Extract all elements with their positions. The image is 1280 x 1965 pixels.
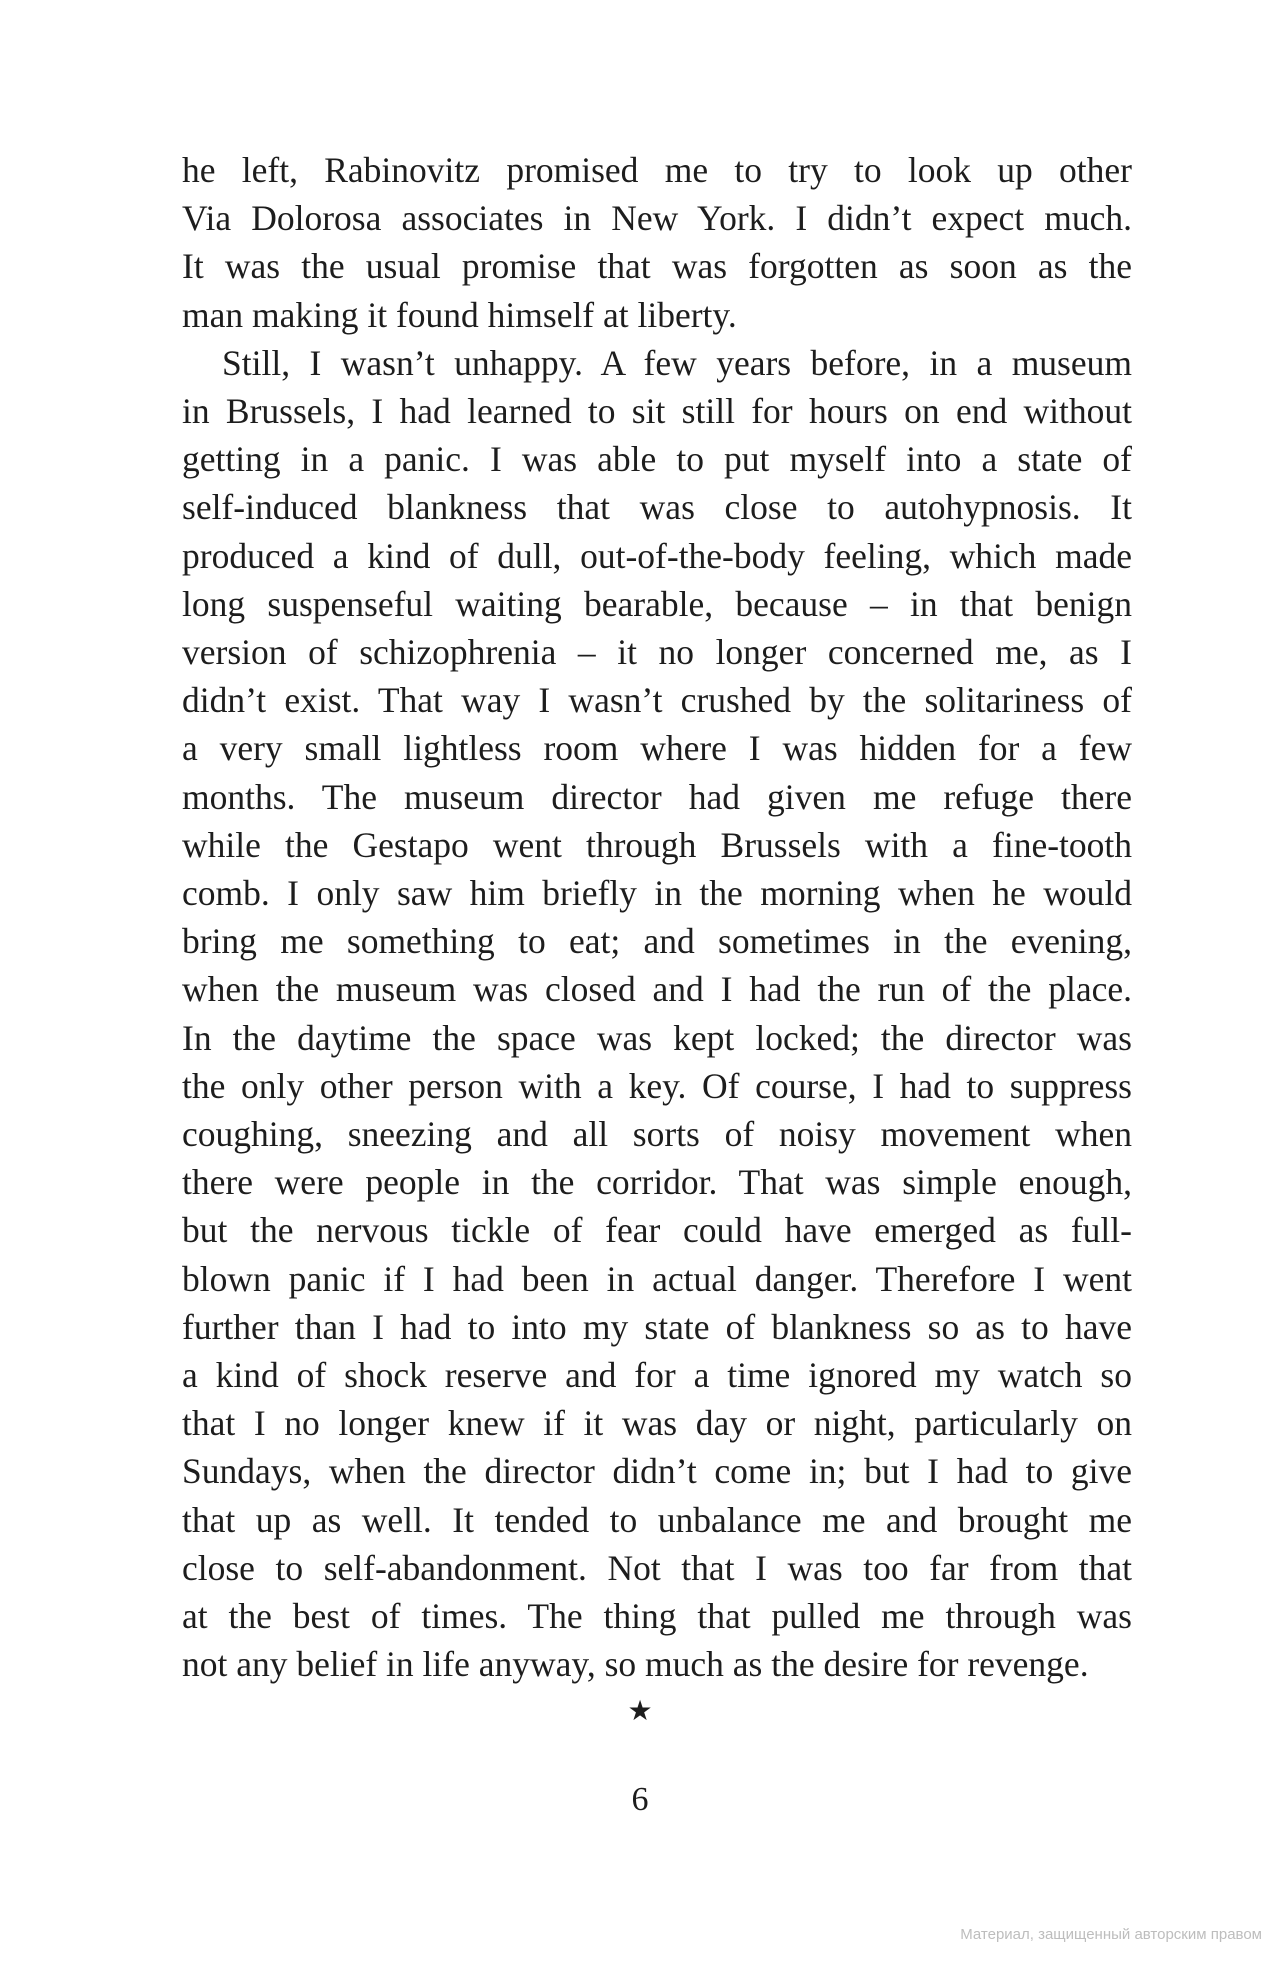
text-line: the only other person with a key. Of course, I had to suppress (182, 1065, 1132, 1106)
body-text (182, 146, 1132, 1689)
text-line: but the nervous tickle of fear could have emerged as full- (182, 1210, 1132, 1251)
text-line: that I no longer knew if it was day or night, particularly on (182, 1403, 1132, 1444)
paragraph (182, 146, 1132, 339)
text-line: produced a kind of dull, out-of-the-body feeling, which made (182, 535, 1132, 576)
text-line: version of schizophrenia – it no longer concerned me, as I (182, 632, 1132, 673)
text-line: Sundays, when the director didn’t come in; but I had to give (182, 1451, 1132, 1492)
text-line: months. The museum director had given me refuge there (182, 776, 1132, 817)
text-line: blown panic if I had been in actual danger. Therefore I went (182, 1258, 1132, 1299)
text-line: close to self-abandonment. Not that I was too far from that (182, 1547, 1132, 1588)
text-line: further than I had to into my state of blankness so as to have (182, 1306, 1132, 1347)
text-line: Via Dolorosa associates in New York. I didn’t expect much. (182, 198, 1132, 239)
section-break-star: ★ (627, 1694, 653, 1727)
text-line: that up as well. It tended to unbalance me and brought me (182, 1499, 1132, 1540)
text-line: not any belief in life anyway, so much as the desire for revenge. (182, 1644, 1089, 1685)
text-line: at the best of times. The thing that pulled me through was (182, 1596, 1132, 1637)
text-line: self-induced blankness that was close to autohypnosis. It (182, 487, 1132, 528)
text-line: while the Gestapo went through Brussels with a fine-tooth (182, 824, 1132, 865)
text-line: bring me something to eat; and sometimes in the evening, (182, 921, 1132, 962)
text-line: coughing, sneezing and all sorts of noisy movement when (182, 1114, 1132, 1155)
text-line: a very small lightless room where I was hidden for a few (182, 728, 1132, 769)
text-line: he left, Rabinovitz promised me to try to look up other (182, 150, 1132, 190)
text-line: long suspenseful waiting bearable, because – in that benign (182, 583, 1132, 624)
text-line: in Brussels, I had learned to sit still for hours on end without (182, 391, 1132, 432)
text-line: getting in a panic. I was able to put myself into a state of (182, 439, 1132, 480)
text-line: It was the usual promise that was forgotten as soon as the (182, 246, 1132, 287)
text-line: comb. I only saw him briefly in the morning when he would (182, 873, 1132, 914)
paragraph (182, 339, 1132, 1689)
text-line: man making it found himself at liberty. (182, 294, 737, 335)
page-number: 6 (631, 1781, 649, 1818)
text-line: didn’t exist. That way I wasn’t crushed by the solitariness of (182, 680, 1132, 721)
text-line: there were people in the corridor. That was simple enough, (182, 1162, 1132, 1203)
text-line: Still, I wasn’t unhappy. A few years before, in a museum (222, 342, 1132, 383)
text-line: a kind of shock reserve and for a time ignored my watch so (182, 1355, 1132, 1396)
copyright-watermark: Материал, защищенный авторским правом (960, 1926, 1262, 1943)
text-line: when the museum was closed and I had the run of the place. (182, 969, 1132, 1010)
text-line: In the daytime the space was kept locked; the director was (182, 1017, 1132, 1058)
